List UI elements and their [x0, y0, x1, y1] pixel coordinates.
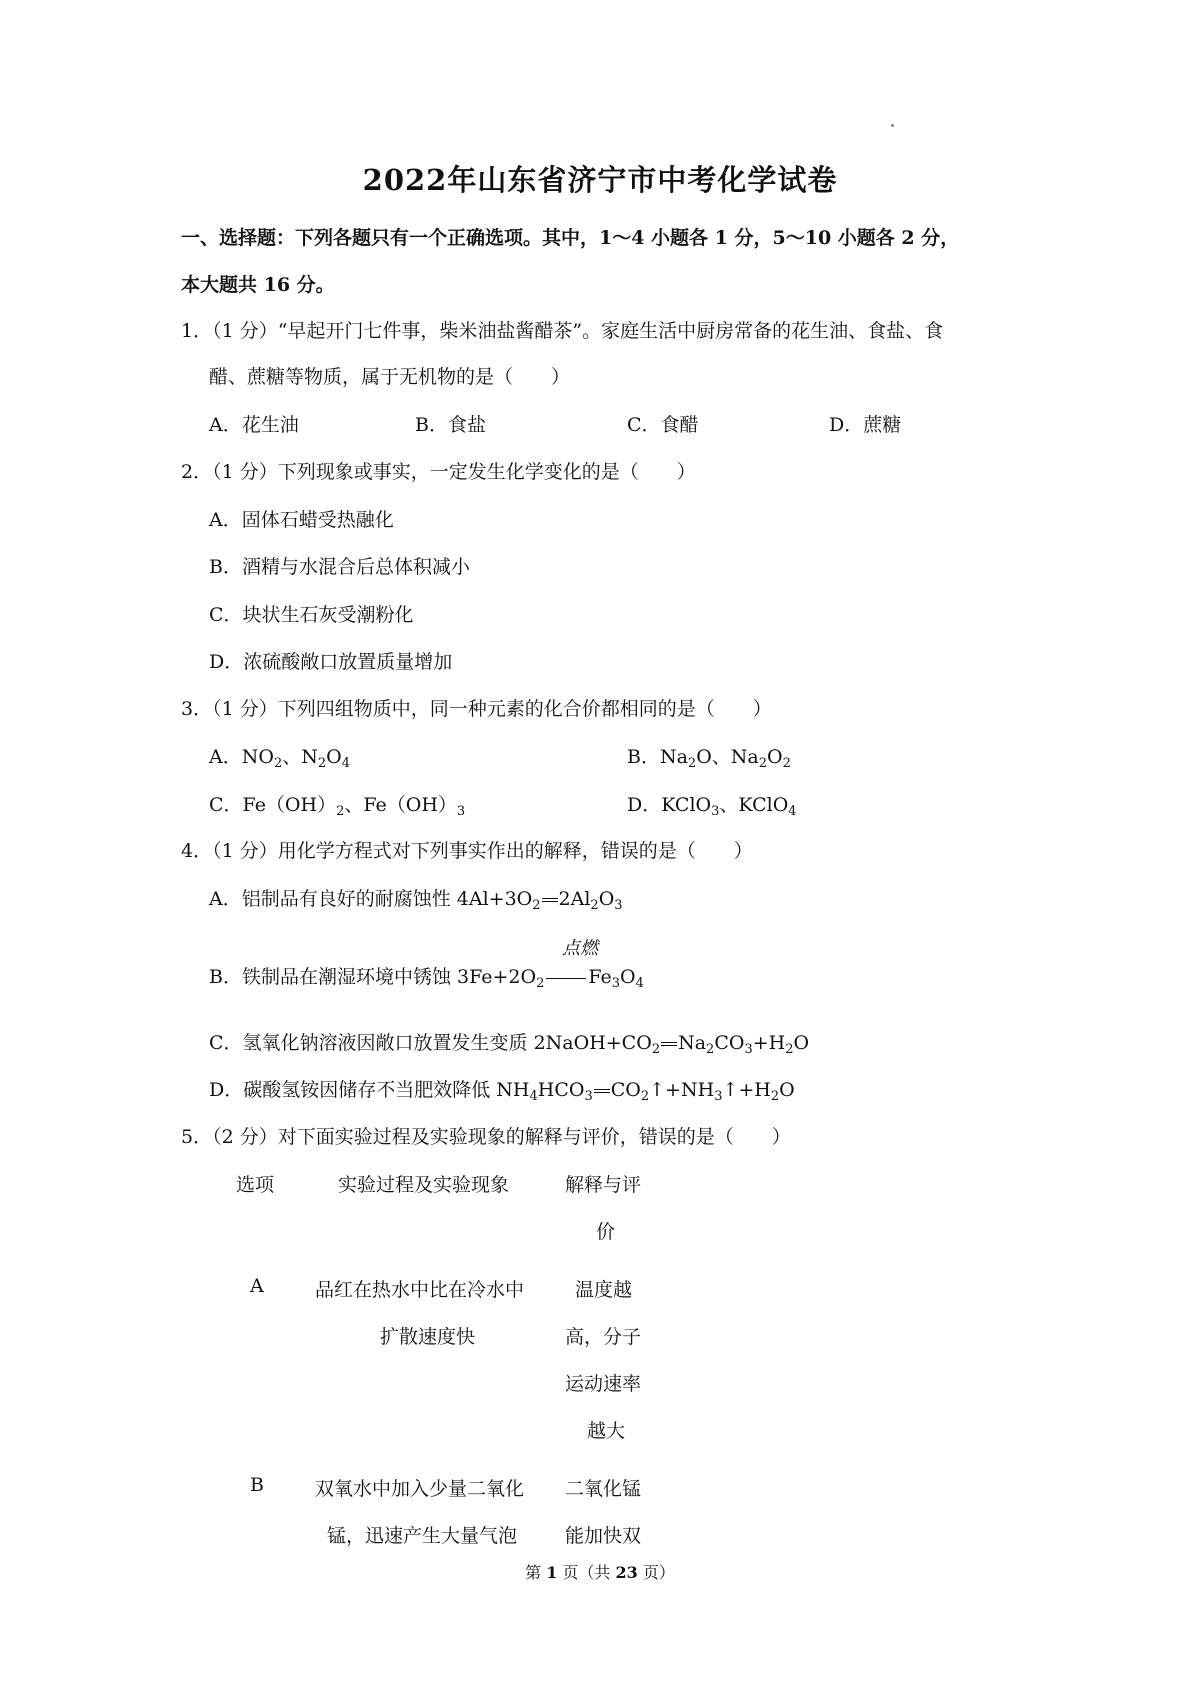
- table-row-a-explanation: 温度越: [575, 1279, 633, 1301]
- q1-option-a: A．花生油: [209, 414, 299, 436]
- question-3-stem: 3．（1 分）下列四组物质中，同一种元素的化合价都相同的是（ ）: [181, 698, 772, 720]
- q3-option-b: B．$Na_2O$、$Na_2O_2$: [627, 746, 791, 771]
- table-row-a-explanation-3: 运动速率: [565, 1373, 642, 1395]
- page-total: 23: [615, 1563, 638, 1582]
- table-row-b-explanation-2: 能加快双: [565, 1525, 642, 1547]
- question-5-stem: 5．（2 分）对下面实验过程及实验现象的解释与评价，错误的是（ ）: [181, 1126, 791, 1148]
- table-header-explanation-cont: 价: [596, 1221, 616, 1243]
- q1-option-c: C．食醋: [627, 414, 699, 436]
- q1-option-b: B．食盐: [415, 414, 486, 436]
- q3-option-a: A．$NO_2$、$N_2O_4$: [209, 746, 350, 771]
- table-row-a-explanation-2: 高，分子: [565, 1326, 642, 1348]
- q4-option-c: C．氢氧化钠溶液因敞口放置发生变质 $2NaOH+CO_2$ $Na_2CO_3+H_2O$: [209, 1032, 810, 1057]
- table-row-a-label: A: [250, 1275, 264, 1297]
- q3-option-d: D．KClO$_3$、KClO$_4$: [627, 794, 797, 819]
- question-1-stem-cont: 醋、蔗糖等物质，属于无机物的是（ ）: [209, 366, 571, 388]
- page-title: 2022年山东省济宁市中考化学试卷: [362, 163, 838, 197]
- table-row-a-explanation-4: 越大: [587, 1420, 626, 1442]
- table-header-process: 实验过程及实验现象: [338, 1174, 510, 1196]
- q2-option-c: C．块状生石灰受潮粉化: [209, 604, 414, 626]
- table-row-a-process-cont: 扩散速度快: [380, 1326, 476, 1348]
- q3-option-c: C．$Fe(OH)_2$、$Fe(OH)_3$: [209, 794, 466, 819]
- table-header-option: 选项: [236, 1174, 275, 1196]
- scan-speck: [891, 124, 894, 127]
- table-row-b-process-cont: 锰，迅速产生大量气泡: [327, 1525, 518, 1547]
- q2-option-b: B．酒精与水混合后总体积减小: [209, 556, 470, 578]
- table-row-b-label: B: [250, 1474, 264, 1496]
- q4-option-a: A．铝制品有良好的耐腐蚀性 $4Al+3O_2$ $2Al_2O_3$: [209, 888, 623, 913]
- table-row-b-explanation: 二氧化锰: [565, 1478, 642, 1500]
- table-header-explanation: 解释与评: [565, 1174, 642, 1196]
- question-4-stem: 4．（1 分）用化学方程式对下列事实作出的解释，错误的是（ ）: [181, 840, 753, 862]
- question-1-stem: 1．（1 分）“早起开门七件事，柴米油盐酱醋茶”。家庭生活中厨房常备的花生油、食盐、食: [181, 320, 944, 342]
- reaction-condition: 点燃: [562, 938, 598, 959]
- section-heading: 一、选择题：下列各题只有一个正确选项。其中，1～4 小题各 1 分，5～10 小题各 2 分，: [181, 227, 960, 249]
- q2-option-d: D．浓硫酸敞口放置质量增加: [209, 651, 453, 673]
- page-number: 1: [546, 1563, 558, 1582]
- q4-option-d: D．碳酸氢铵因储存不当肥效降低 $NH_4HCO_3$ $CO_2↑+NH_3↑+H_2O$: [209, 1079, 795, 1104]
- q4-option-b: B．铁制品在潮湿环境中锈蚀 $3Fe+2O_2$ $Fe_3O_4$: [209, 966, 644, 991]
- table-row-b-process: 双氧水中加入少量二氧化: [315, 1478, 525, 1500]
- section-heading-cont: 本大题共 16 分。: [181, 274, 335, 296]
- q1-option-d: D．蔗糖: [829, 414, 902, 436]
- table-row-a-process: 品红在热水中比在冷水中: [315, 1279, 525, 1301]
- q2-option-a: A．固体石蜡受热融化: [209, 509, 394, 531]
- page-footer: 第 1 页（共 23 页）: [525, 1563, 675, 1582]
- question-2-stem: 2．（1 分）下列现象或事实，一定发生化学变化的是（ ）: [181, 461, 696, 483]
